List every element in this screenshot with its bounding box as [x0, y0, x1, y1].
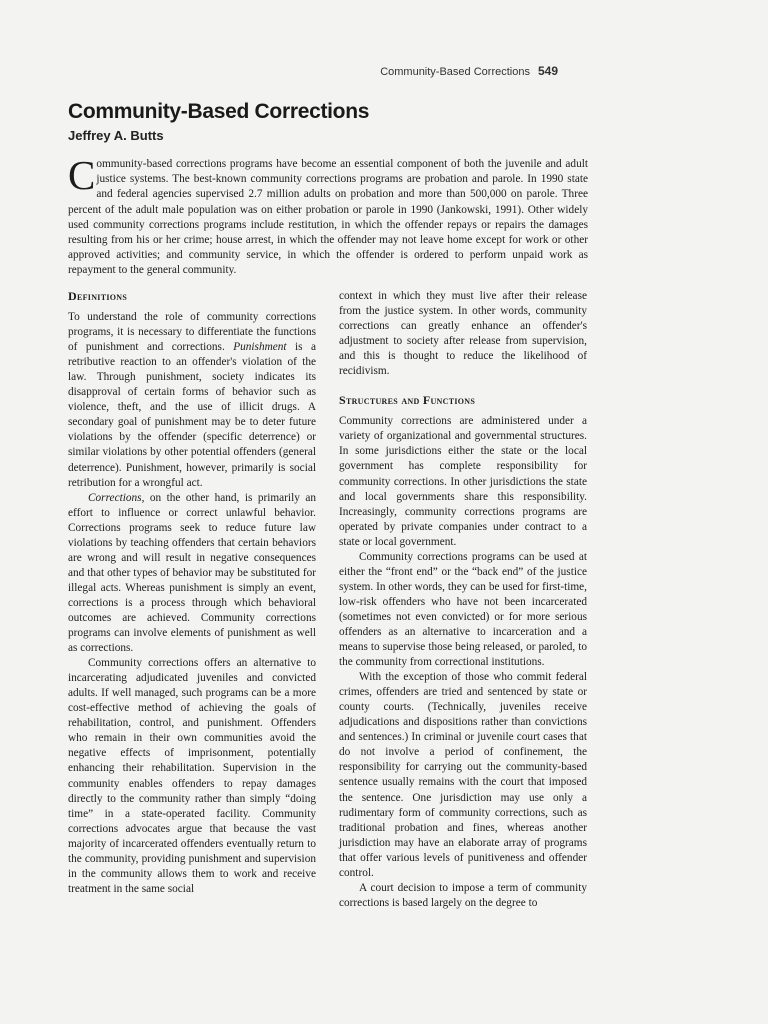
- text-run: is a retributive reaction to an offender's violation of the law. Through punishment, society indicates its disapproval of certain forms of behavior such as violence, theft, and the use of illicit drugs. A secondary goal of punishment may be to deter future violations by the offender (specific deterrence) or similar violations by other potential offenders (general deterrence). Punishment, however, primarily is social retribution for a wrongful act.: [68, 341, 316, 489]
- structures-heading: Structures and Functions: [339, 393, 476, 408]
- right-column: [339, 289, 587, 911]
- running-head-section: Community-Based Corrections: [380, 66, 530, 78]
- definitions-paragraph-2: [68, 491, 316, 657]
- structures-paragraph-4: A court decision to impose a term of community corrections is based largely on the degree to: [339, 881, 587, 909]
- article-author: Jeffrey A. Butts: [68, 128, 164, 143]
- intro-paragraph: [68, 152, 588, 279]
- drop-cap: C: [68, 152, 96, 198]
- definitions-heading: Definitions: [68, 289, 128, 303]
- structures-paragraph-2: Community corrections programs can be used at either the “front end” or the “back end” of the justice system. In other words, they can be used for first-time, low-risk offenders who have not been incarcerated (sometimes not even convicted) or for more serious offenders as an alternative to incarceration and a means to supervise those being released, or paroled, to the community from correctional institutions.: [339, 550, 587, 669]
- structures-paragraph-1: Community corrections are administered under a variety of organizational and governmental structures. In some jurisdictions either the state or the local government has complete responsibility for community corrections. In other jurisdictions the state and local governments share this responsibility. Increasingly, community corrections programs are operated by private companies under contract to a state or local government.: [339, 415, 587, 548]
- definitions-paragraph-3: Community corrections offers an alternative to incarcerating adjudicated juveniles and convicted adults. If well managed, such programs can be a more cost-effective method of achieving the goals of rehabilitation, control, and punishment. Offenders who remain in their own communities avoid the negative effects of imprisonment, potentially enhancing their rehabilitation. Supervision in the community enables offenders to repay damages directly to the community rather than simply “doing time” in a state-operated facility. Community corrections advocates argue that because the vast majority of incarcerated offenders eventually return to the community, providing punishment and supervision in the community allows them to work and receive treatment in the same social: [68, 657, 316, 895]
- article-title: Community-Based Corrections: [68, 100, 370, 123]
- intro-text: ommunity-based corrections programs have become an essential component of both the juvenile and adult justice systems. The best-known community corrections programs are probation and parole. In 1990 state and federal agencies supervised 2.7 million adults on probation and more than 500,000 on parole. Three percent of the adult male population was on either probation or parole in 1990 (Jankowski, 1991). Other widely used community corrections programs include restitution, in which the offender repays or repairs the damages resulting from his or her crime; house arrest, in which the offender may not leave home except for work or other approved activities; and community service, in which the offender is ordered to perform unpaid work as repayment to the general community.: [68, 158, 588, 277]
- left-column: [68, 289, 316, 897]
- continuation-paragraph: context in which they must live after their release from the justice system. In other words, community corrections can greatly enhance an offender's adjustment to society after release from supervision, and this is thought to reduce the likelihood of recidivism.: [339, 290, 587, 378]
- term-punishment: Punishment: [233, 341, 287, 354]
- text-run: , on the other hand, is primarily an effort to influence or correct unlawful behavior. Corrections programs seek to reduce future law violations by teaching offenders that certain behaviors are wrong and will result in negative consequences and that other types of behavior may be substituted for illegal acts. Whereas punishment is simply an event, corrections is a process through which behavioral outcomes are achieved. Community corrections programs can involve elements of punishment as well as corrections.: [68, 491, 316, 655]
- definitions-paragraph-1: [68, 310, 316, 491]
- text-run: To understand the role of community corrections programs, it is necessary to differentiate the functions of punishment and corrections.: [68, 311, 316, 354]
- page-number: 549: [537, 64, 558, 78]
- term-corrections: Corrections: [88, 491, 142, 504]
- structures-paragraph-3: With the exception of those who commit federal crimes, offenders are tried and sentenced by state or county courts. (Technically, juveniles receive adjudications and dispositions rather than convictions and sentences.) In criminal or juvenile court cases that do not involve a period of confinement, the responsibility for carrying out the community-based sentence usually remains with the court that imposed the sentence. One jurisdiction may use only a rudimentary form of community corrections, such as traditional probation and fines, whereas another jurisdiction may have an elaborate array of programs that offer various levels of punitiveness and offender control.: [339, 671, 587, 879]
- running-head: [380, 64, 558, 78]
